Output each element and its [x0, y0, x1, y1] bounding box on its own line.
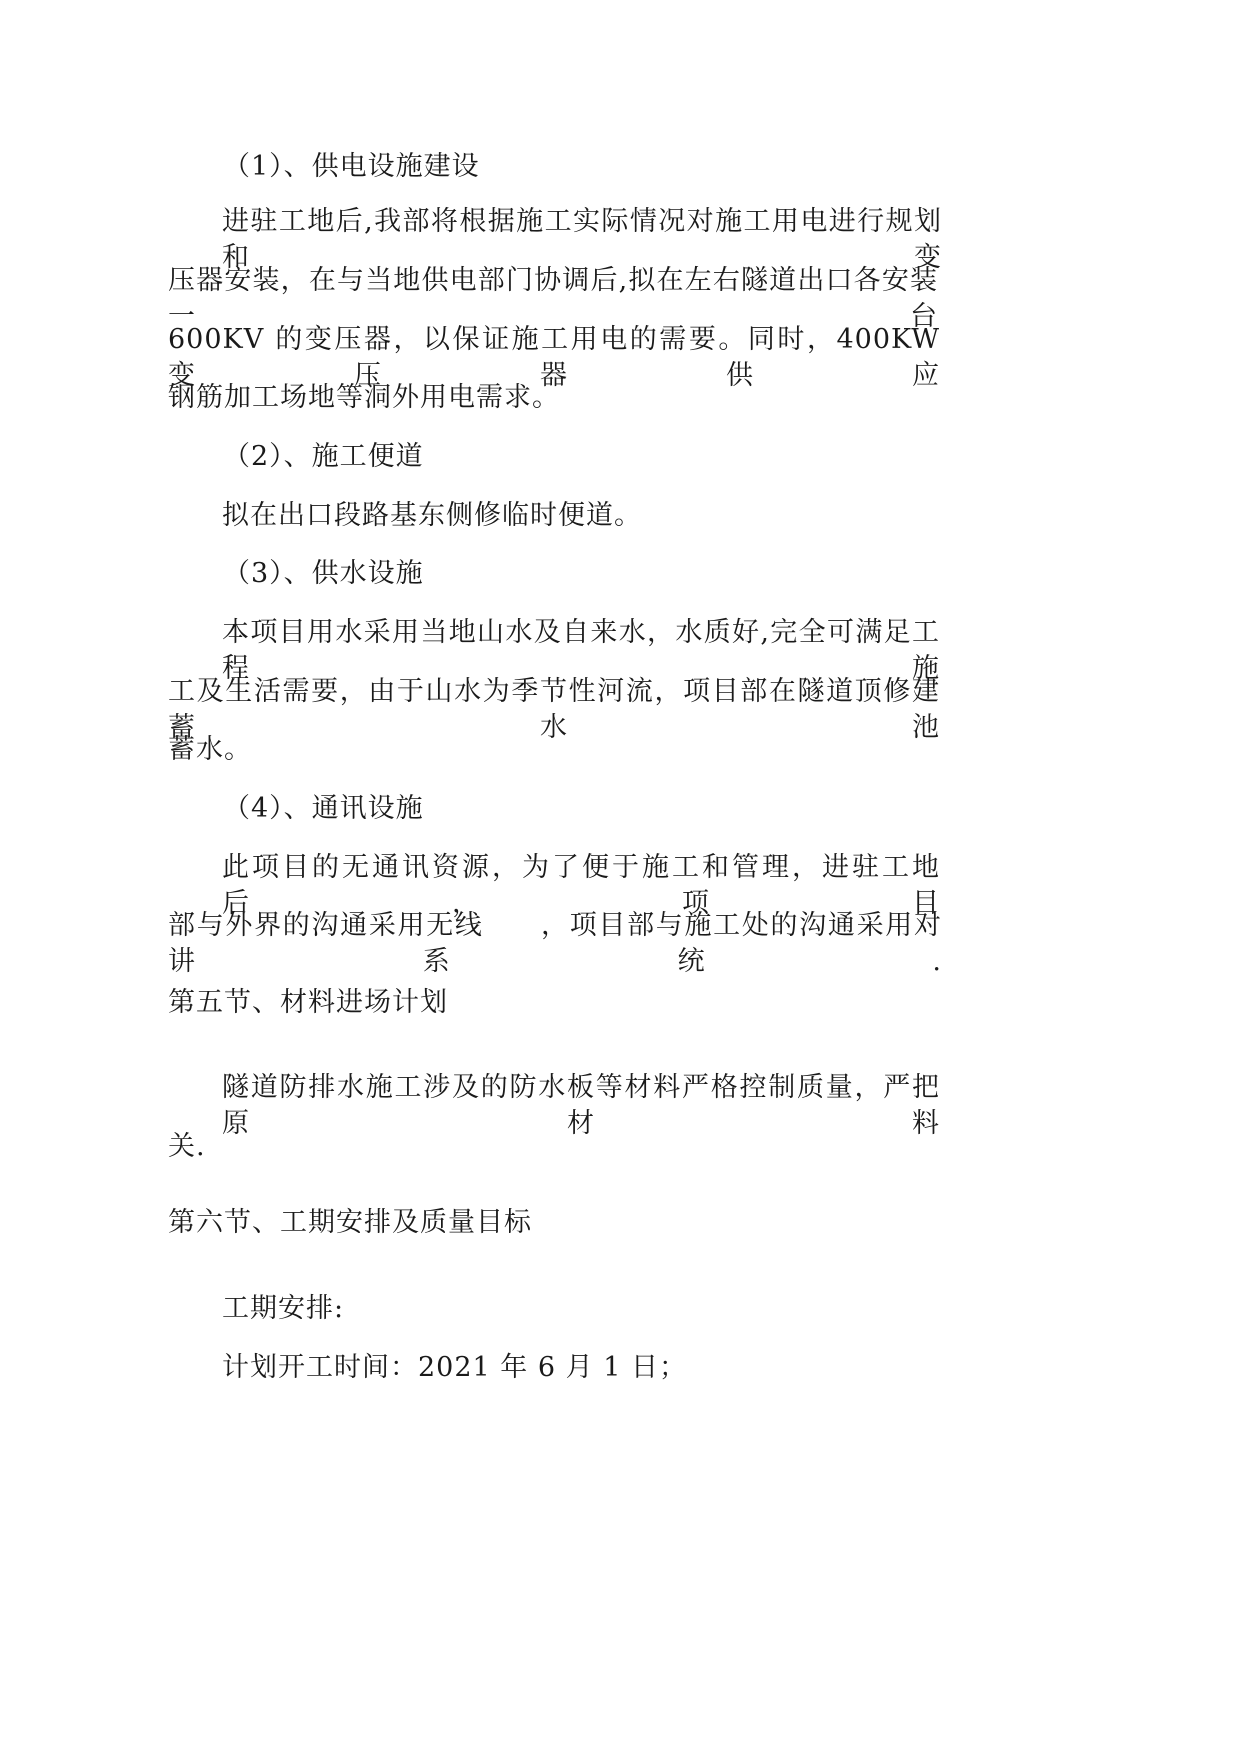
paragraph-line: 此项目的无通讯资源，为了便于施工和管理，进驻工地后，项目: [222, 852, 940, 919]
subsection-title-communication: （4）、通讯设施: [223, 793, 424, 824]
section-title-materials: 第五节、材料进场计划: [168, 987, 448, 1018]
paragraph-line: 600KV 的变压器，以保证施工用电的需要。同时，400KW 变压器供应: [168, 324, 940, 391]
paragraph-line: 压器安装，在与当地供电部门协调后,拟在左右隧道出口各安装一台: [168, 265, 938, 332]
paragraph-line: 工期安排:: [222, 1293, 345, 1324]
paragraph-line: 蓄水。: [168, 734, 252, 765]
paragraph-line: 拟在出口段路基东侧修临时便道。: [222, 500, 642, 531]
paragraph-line: 进驻工地后,我部将根据施工实际情况对施工用电进行规划和变: [222, 206, 942, 273]
paragraph-line: 计划开工时间：2021 年 6 月 1 日；: [222, 1352, 687, 1383]
subsection-title-water: （3）、供水设施: [223, 558, 424, 589]
paragraph-line: 隧道防排水施工涉及的防水板等材料严格控制质量，严把原材料: [222, 1072, 940, 1139]
paragraph-line: 关.: [168, 1131, 206, 1162]
section-title-schedule: 第六节、工期安排及质量目标: [168, 1207, 532, 1238]
paragraph-line: 钢筋加工场地等洞外用电需求。: [168, 382, 560, 413]
paragraph-line: 部与外界的沟通采用无线 ，项目部与施工处的沟通采用对讲系统.: [168, 910, 942, 977]
subsection-title-road: （2）、施工便道: [223, 441, 424, 472]
paragraph-line: 本项目用水采用当地山水及自来水，水质好,完全可满足工程施: [222, 617, 940, 684]
subsection-title-power: （1）、供电设施建设: [223, 151, 480, 182]
paragraph-line: 工及生活需要，由于山水为季节性河流，项目部在隧道顶修建蓄水池: [168, 676, 940, 743]
